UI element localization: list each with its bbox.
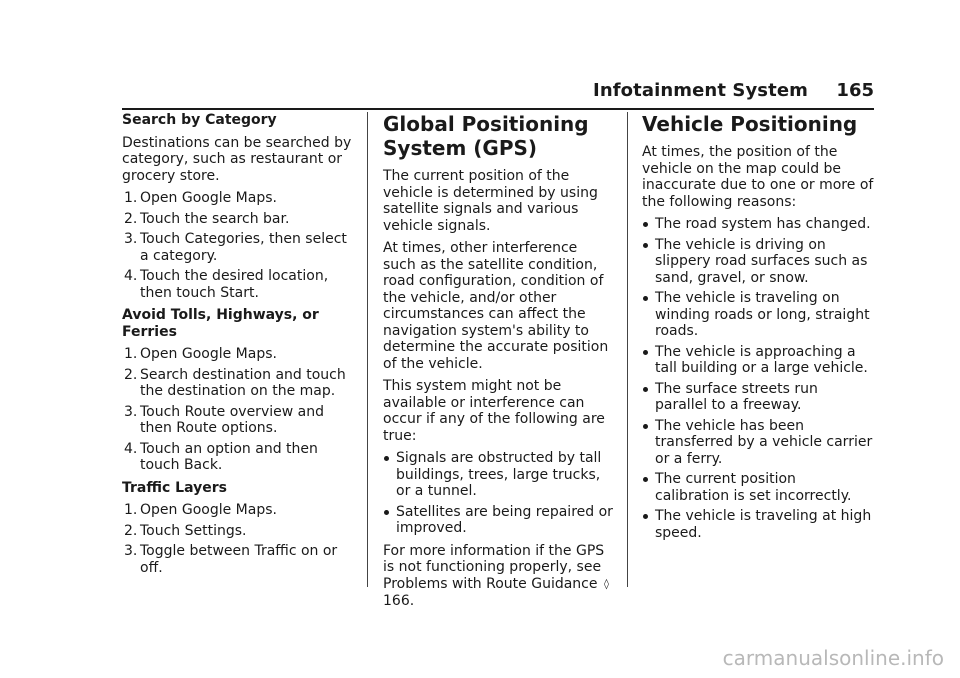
list-item [122,231,352,264]
list-item [122,543,352,576]
vehicle-positioning-heading: Vehicle Positioning [642,112,858,136]
step-text: Toggle between Traffic on or off. [140,543,338,576]
list-item [122,367,352,400]
section-title: Infotainment System [593,80,808,101]
vehicle-positioning-bullets [642,216,874,541]
list-item: The surface streets run parallel to a freeway. [642,381,874,414]
step-number: 2. [124,366,138,383]
vehicle-positioning-intro: At times, the position of the vehicle on the map could be inaccurate due to one or more of the following reasons: [642,144,874,210]
avoid-tolls-heading: Avoid Tolls, Highways, or Ferries [122,307,319,340]
list-item: The vehicle is approaching a tall building or a large vehicle. [642,344,874,377]
step-text: Open Google Maps. [140,190,277,206]
step-text: Touch Settings. [140,522,247,539]
step-number: 3. [124,403,138,420]
step-text: Touch Route overview and then Route options. [140,403,324,436]
step-number: 1. [124,346,138,362]
list-item [122,404,352,437]
step-number: 4. [124,268,138,284]
list-item [122,190,352,207]
step-text: Touch an option and then touch Back. [140,440,318,473]
list-item: The vehicle is traveling at high speed. [642,508,874,541]
page-ref-icon: ◊ [603,578,609,590]
gps-paragraph-4 [383,543,613,610]
gps-heading: Global Positioning System (GPS) [383,112,589,160]
step-text: Touch Categories, then select a category. [140,231,347,264]
column-middle [383,112,613,616]
step-text: Open Google Maps. [140,502,277,518]
search-steps-list [122,190,352,301]
list-item: Satellites are being repaired or improved. [383,504,613,537]
step-text: Touch the search bar. [140,210,290,227]
gps-bullet-list [383,450,613,537]
gps-paragraph-1: The current position of the vehicle is determined by using satellite signals and various vehicle signals. [383,168,598,234]
page-number: 165 [836,80,874,101]
list-item [122,211,352,228]
watermark: carmanualsonline.info [722,646,944,670]
list-item [122,346,352,363]
step-number: 2. [124,210,138,227]
list-item: The vehicle has been transferred by a vehicle carrier or a ferry. [642,418,874,468]
list-item [122,441,352,474]
step-number: 4. [124,440,138,457]
avoid-steps-list [122,346,352,474]
list-item: The vehicle is driving on slippery road surfaces such as sand, gravel, or snow. [642,237,874,287]
traffic-steps-list [122,502,352,576]
step-number: 3. [124,231,138,247]
column-divider [367,112,368,587]
list-item: Signals are obstructed by tall buildings, trees, large trucks, or a tunnel. [383,450,613,500]
gps-more-info-text: For more information if the GPS is not functioning properly, see Problems with Route Guidance [383,542,605,592]
step-number: 1. [124,190,138,206]
page-header [0,80,960,110]
gps-paragraph-3: This system might not be available or interference can occur if any of the following are true: [383,378,605,444]
search-by-category-heading: Search by Category [122,112,277,128]
step-number: 1. [124,502,138,518]
list-item: The road system has changed. [642,216,874,233]
page-ref-link[interactable]: 166. [383,593,415,609]
step-number: 3. [124,543,138,559]
list-item: The vehicle is traveling on winding roads or long, straight roads. [642,290,874,340]
column-right [642,112,874,547]
step-text: Open Google Maps. [140,346,277,362]
list-item [122,523,352,540]
traffic-layers-heading: Traffic Layers [122,479,227,496]
header-rule [122,108,874,110]
step-number: 2. [124,522,138,539]
column-left [122,112,352,582]
column-divider [627,112,628,587]
list-item [122,502,352,519]
list-item [122,268,352,301]
search-intro: Destinations can be searched by category, such as restaurant or grocery store. [122,134,352,184]
step-text: Touch the desired location, then touch Start. [140,268,329,301]
gps-paragraph-2: At times, other interference such as the satellite condition, road configuration, condition of the vehicle, and/or other circumstances can affect the navigation system's ability to determine the accurate position of the vehicle. [383,240,609,372]
step-text: Search destination and touch the destination on the map. [140,366,346,399]
list-item: The current position calibration is set incorrectly. [642,471,874,504]
